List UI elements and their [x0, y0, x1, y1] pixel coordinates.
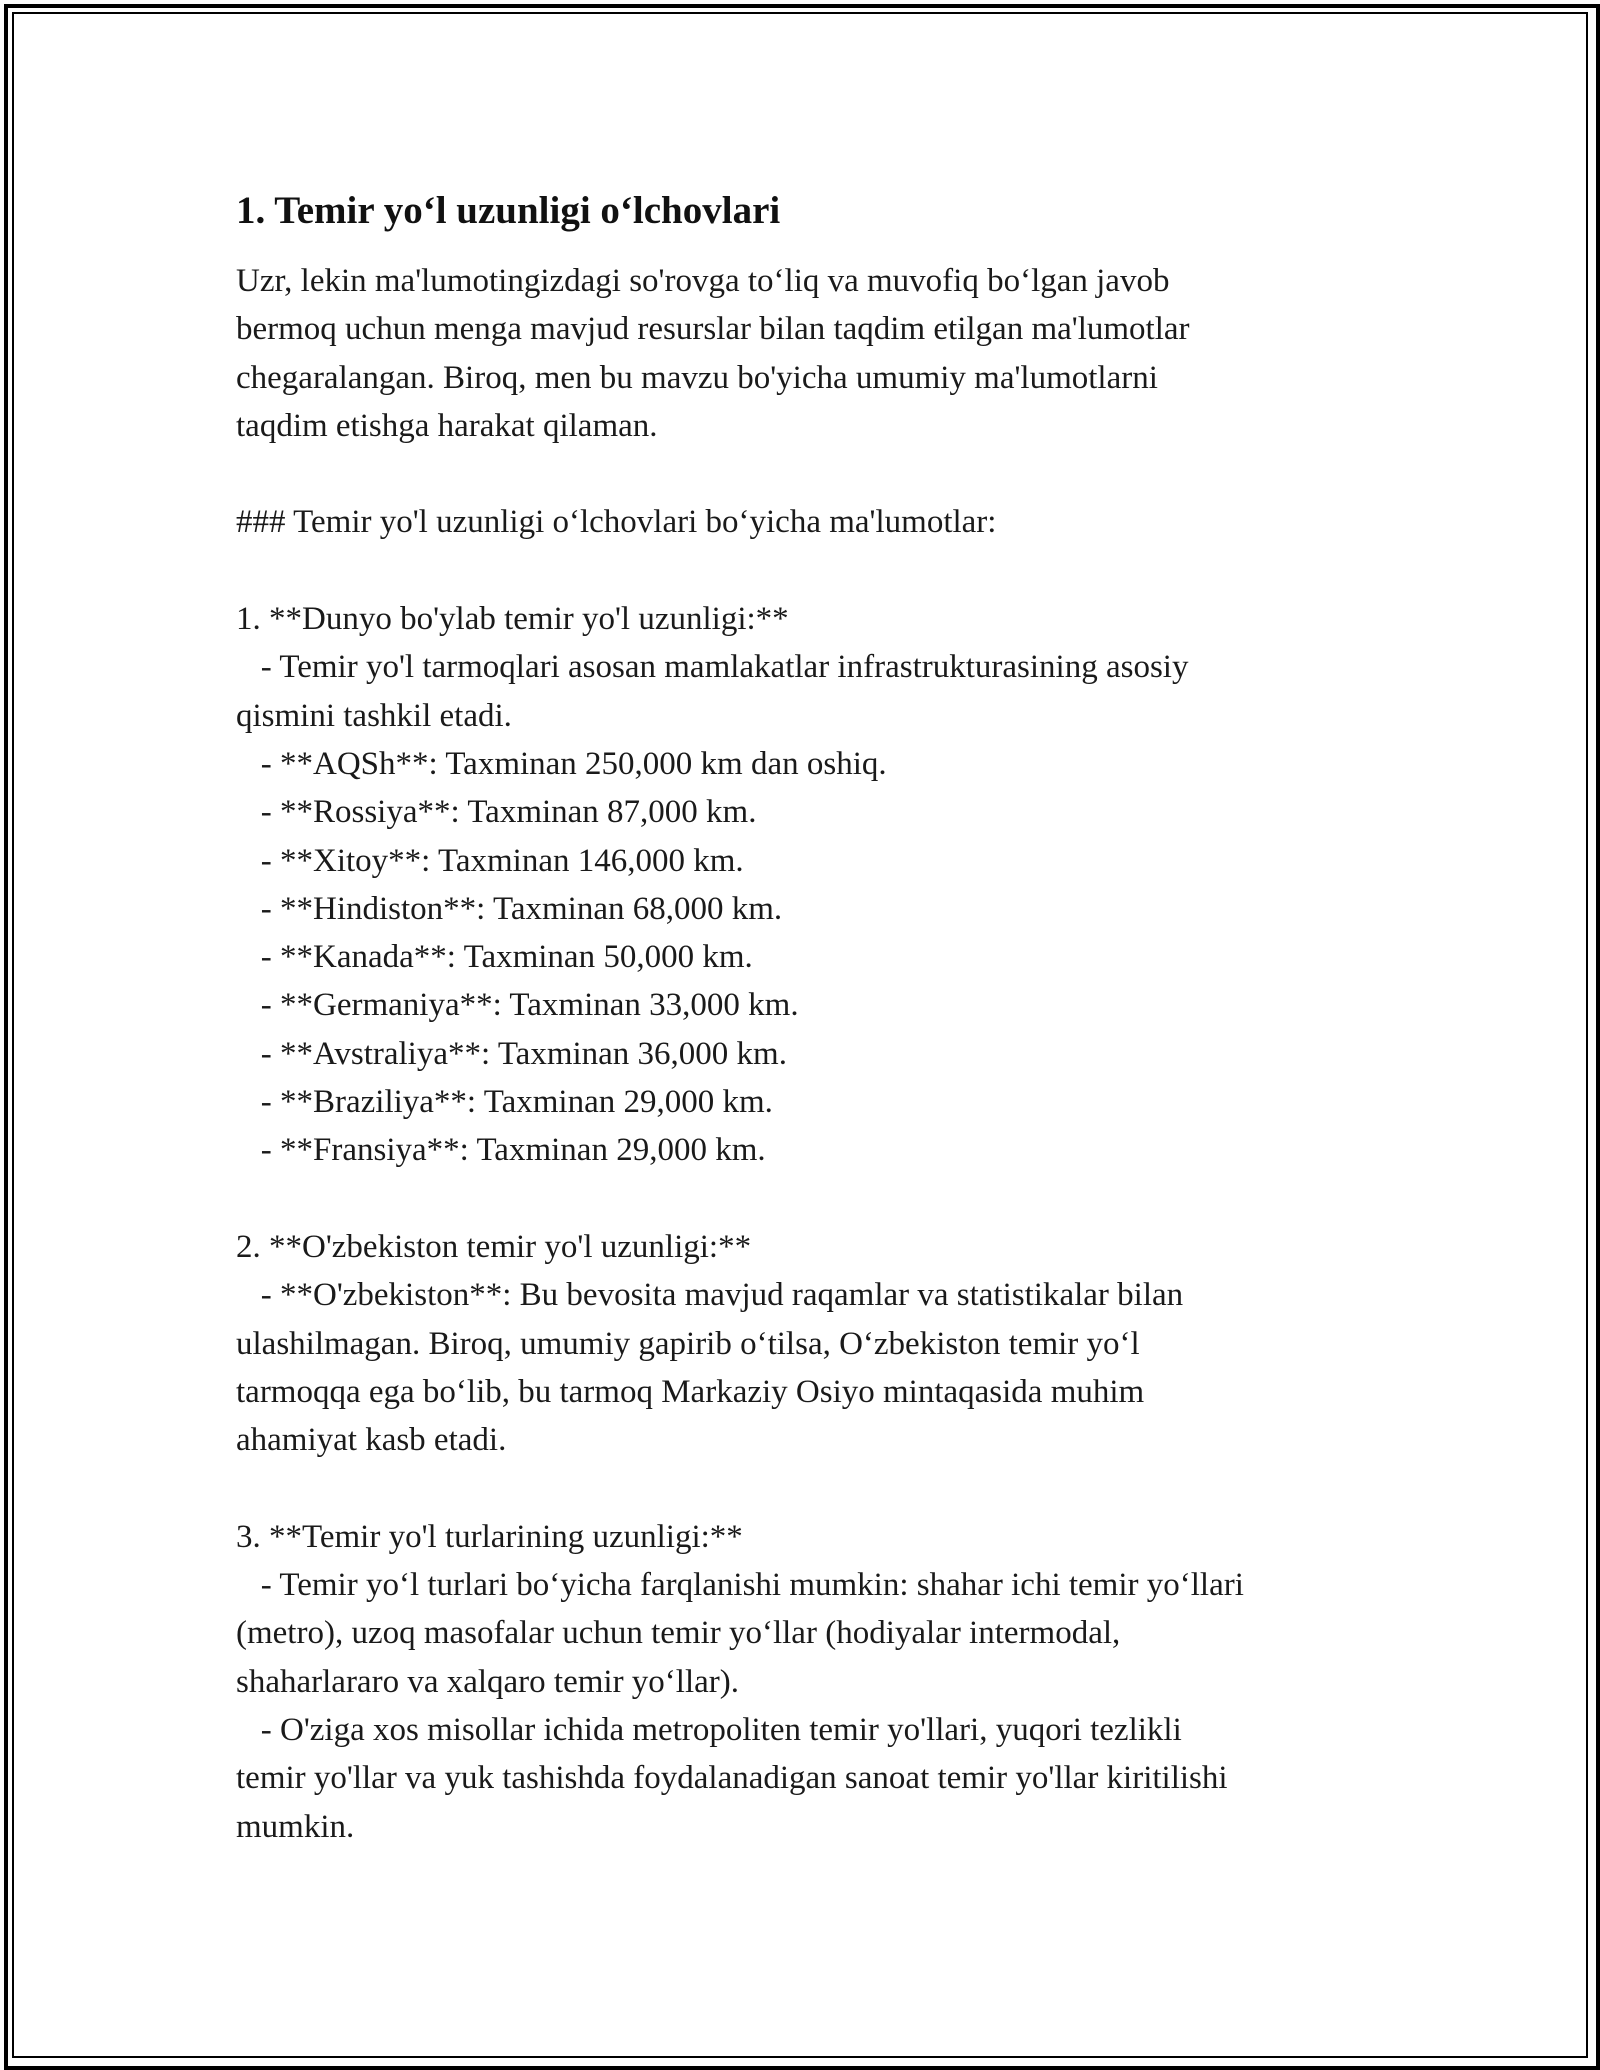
body-line: Uzr, lekin ma'lumotingizdagi so'rovga to‘liq va muvofiq bo‘lgan javob	[236, 263, 1170, 299]
body-line: - **Kanada**: Taxminan 50,000 km.	[236, 939, 753, 976]
body-line: - **Braziliya**: Taxminan 29,000 km.	[236, 1084, 773, 1121]
blank-line	[236, 547, 1416, 595]
body-line: qismini tashkil etadi.	[236, 697, 512, 734]
body-line: tarmoqqa ega bo‘lib, bu tarmoq Markaziy Osiyo mintaqasida muhim	[236, 1373, 1145, 1410]
body-line: shaharlararo va xalqaro temir yo‘llar).	[236, 1663, 740, 1700]
body-line: bermoq uchun menga mavjud resurslar bilan taqdim etilgan ma'lumotlar	[236, 311, 1190, 348]
body-line: - **Hindiston**: Taxminan 68,000 km.	[236, 890, 783, 927]
document-body	[236, 257, 1416, 1851]
body-line: 1. **Dunyo bo'ylab temir yo'l uzunligi:**	[236, 601, 789, 638]
body-line: - O'ziga xos misollar ichida metropoliten temir yo'llari, yuqori tezlikli	[236, 1711, 1182, 1748]
body-line: (metro), uzoq masofalar uchun temir yo‘llar (hodiyalar intermodal,	[236, 1615, 1121, 1652]
body-line: ulashilmagan. Biroq, umumiy gapirib o‘tilsa, O‘zbekiston temir yo‘l	[236, 1325, 1140, 1362]
body-line: ahamiyat kasb etadi.	[236, 1422, 507, 1459]
body-line: - **Fransiya**: Taxminan 29,000 km.	[236, 1132, 766, 1169]
document-page	[236, 185, 1416, 1851]
body-line: - **Rossiya**: Taxminan 87,000 km.	[236, 794, 757, 831]
body-line: - **Xitoy**: Taxminan 146,000 km.	[236, 842, 744, 879]
body-line: temir yo'llar va yuk tashishda foydalanadigan sanoat temir yo'llar kiritilishi	[236, 1760, 1228, 1797]
body-line: - **Germaniya**: Taxminan 33,000 km.	[236, 987, 799, 1024]
body-line: chegaralangan. Biroq, men bu mavzu bo'yicha umumiy ma'lumotlarni	[236, 359, 1158, 396]
body-line: - **Avstraliya**: Taxminan 36,000 km.	[236, 1035, 787, 1072]
body-line: - **AQSh**: Taxminan 250,000 km dan oshiq.	[236, 745, 887, 782]
body-line: - **O'zbekiston**: Bu bevosita mavjud raqamlar va statistikalar bilan	[236, 1277, 1184, 1314]
body-line: taqdim etishga harakat qilaman.	[236, 407, 658, 444]
blank-line	[236, 450, 1416, 498]
blank-line	[236, 1175, 1416, 1223]
body-line: - Temir yo‘l turlari bo‘yicha farqlanishi mumkin: shahar ichi temir yo‘llari	[236, 1567, 1244, 1604]
body-line: ### Temir yo'l uzunligi o‘lchovlari bo‘yicha ma'lumotlar:	[236, 504, 997, 541]
body-line: 2. **O'zbekiston temir yo'l uzunligi:**	[236, 1228, 752, 1265]
blank-line	[236, 1464, 1416, 1512]
body-line: mumkin.	[236, 1808, 355, 1845]
document-title: 1. Temir yo‘l uzunligi o‘lchovlari	[236, 189, 781, 232]
body-line: - Temir yo'l tarmoqlari asosan mamlakatlar infrastrukturasining asosiy	[236, 649, 1189, 686]
body-line: 3. **Temir yo'l turlarining uzunligi:**	[236, 1518, 743, 1555]
